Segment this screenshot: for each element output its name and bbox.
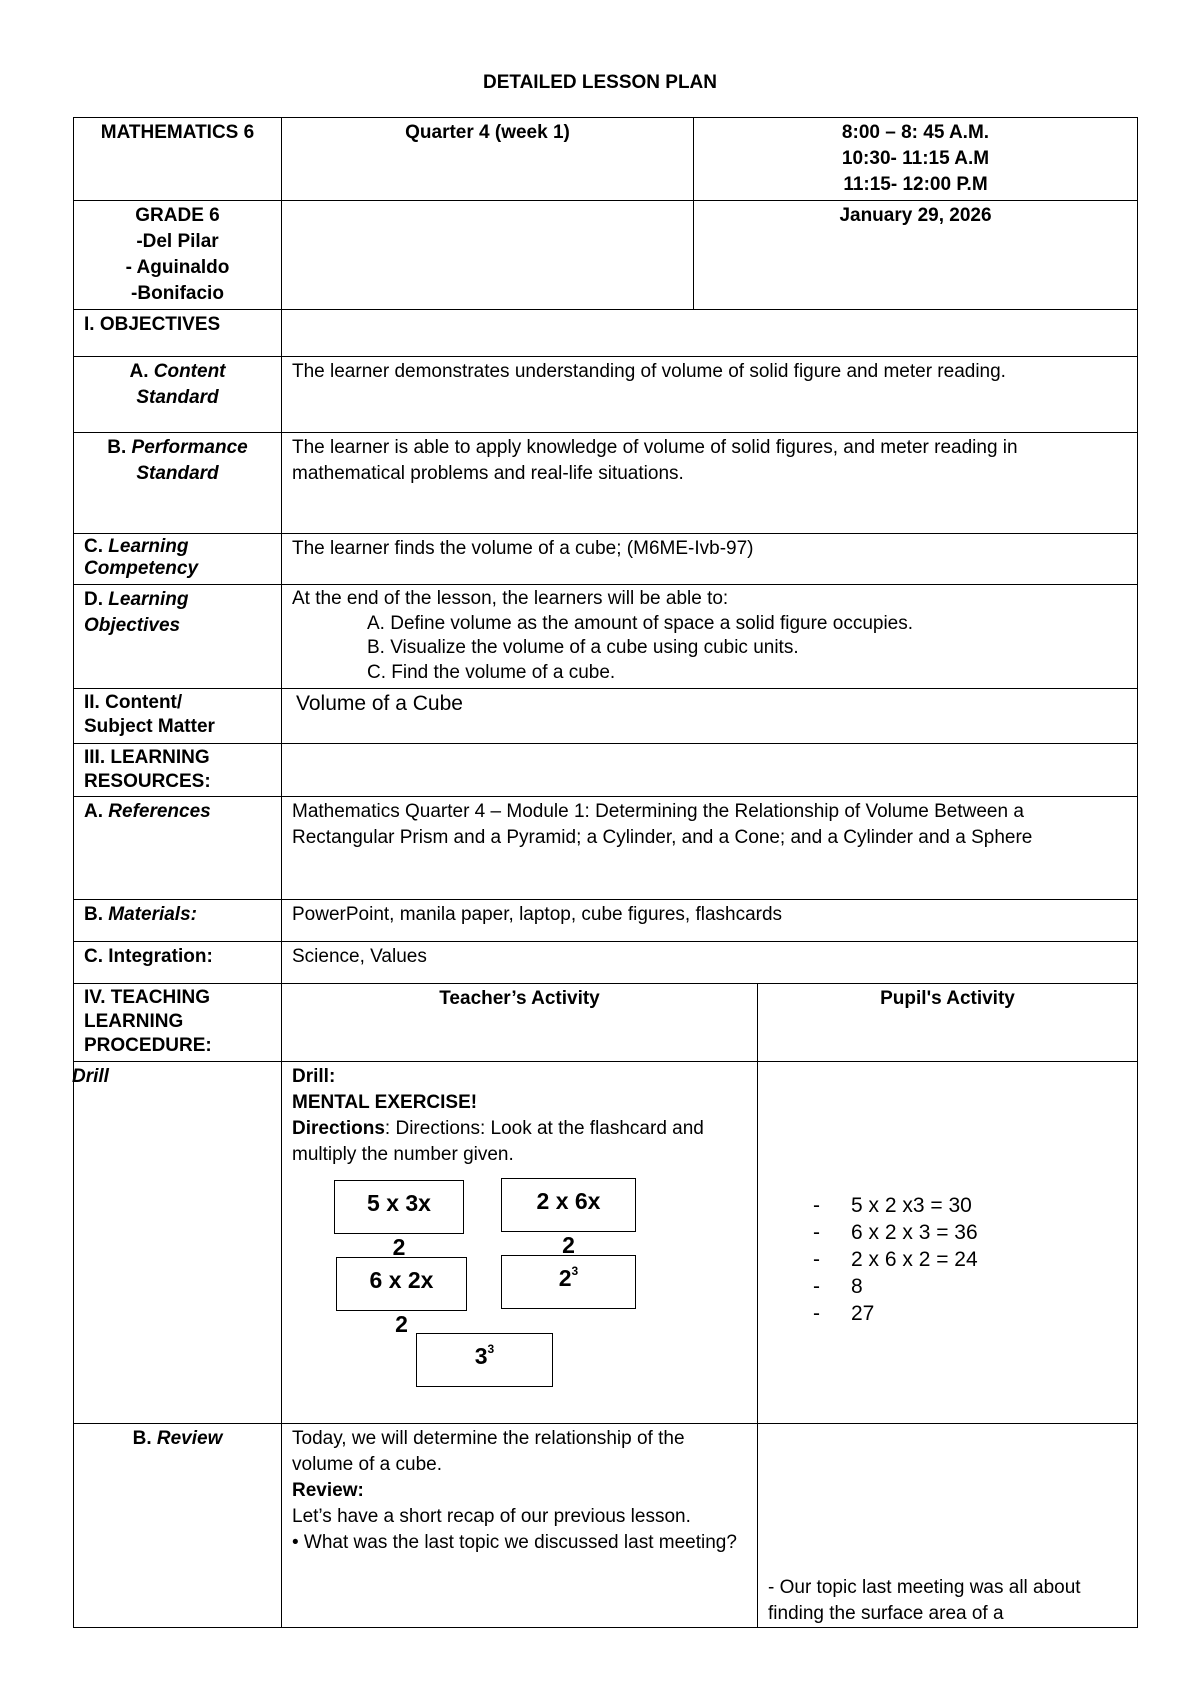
date-cell — [694, 201, 1138, 310]
drill-subtitle: MENTAL EXERCISE! — [292, 1092, 478, 1113]
review-pupil-cell — [758, 1424, 1138, 1628]
objective-item: A. Define volume as the amount of space a solid figure occupies. — [367, 612, 914, 634]
performance-standard-label: B. Performance Standard — [74, 433, 282, 534]
content-label: II. Content/ Subject Matter — [74, 689, 282, 744]
learning-objectives-text — [282, 585, 1138, 689]
integration-text: Science, Values — [282, 942, 1138, 984]
content-standard-label: A. Content Standard — [74, 357, 282, 433]
objective-item: B. Visualize the volume of a cube using cubic units. — [367, 637, 799, 658]
quarter-cell — [282, 118, 694, 201]
flashcard: $3^3$ — [416, 1333, 553, 1387]
review-question: • What was the last topic we discussed last meeting? — [292, 1532, 737, 1553]
date: January 29, 2026 — [839, 205, 992, 226]
references-text: Mathematics Quarter 4 – Module 1: Determining the Relationship of Volume Between a Rectangular Prism and a Pyramid; a Cylinder, and a Cone; and a Cylinder and a Sphere — [282, 797, 1138, 900]
review-subheading: Review: — [292, 1480, 364, 1501]
document-title: DETAILED LESSON PLAN — [483, 72, 717, 93]
drill-teacher-cell — [282, 1062, 758, 1424]
flashcard: $2^3$ — [501, 1255, 636, 1309]
time-slot: 11:15- 12:00 P.M — [843, 174, 988, 195]
section: - Aguinaldo — [125, 257, 230, 278]
review-answer: - Our topic last meeting was all about finding the surface area of a — [768, 1577, 1081, 1624]
objectives-intro: At the end of the lesson, the learners will be able to: — [292, 588, 729, 609]
lesson-plan-table — [73, 117, 1138, 1628]
drill-pupil-cell — [758, 1062, 1138, 1424]
drill-answers — [768, 1192, 1127, 1327]
drill-directions: Directions: Directions: Look at the flashcard and multiply the number given. — [292, 1118, 704, 1165]
flashcard: 6 x 2x 2 — [336, 1257, 467, 1311]
quarter: Quarter 4 (week 1) — [405, 122, 570, 143]
pupil-activity-heading: Pupil's Activity — [758, 984, 1138, 1062]
materials-text: PowerPoint, manila paper, laptop, cube figures, flashcards — [282, 900, 1138, 942]
subject: MATHEMATICS 6 — [100, 122, 255, 143]
resources-heading: III. LEARNING RESOURCES: — [74, 744, 282, 797]
references-label: A. References — [74, 797, 282, 900]
drill-answer: - 6 x 2 x 3 = 36 — [813, 1219, 1127, 1246]
blank-cell — [282, 201, 694, 310]
learning-competency-label: C. Learning Competency — [74, 534, 282, 585]
review-intro: Today, we will determine the relationship of the volume of a cube. — [292, 1428, 685, 1475]
time-cell — [694, 118, 1138, 201]
review-teacher-cell — [282, 1424, 758, 1628]
performance-standard-text: The learner is able to apply knowledge of volume of solid figures, and meter reading in mathematical problems and real-life situations. — [282, 433, 1138, 534]
drill-answer: - 8 — [813, 1273, 1127, 1300]
time-slot: 8:00 – 8: 45 A.M. — [841, 122, 990, 143]
drill-label: Drill — [72, 1066, 109, 1087]
review-recap: Let’s have a short recap of our previous lesson. — [292, 1506, 691, 1527]
drill-title: Drill: — [292, 1066, 336, 1087]
grade: GRADE 6 — [135, 205, 220, 226]
review-label: B. Review — [74, 1424, 282, 1628]
time-slot: 10:30- 11:15 A.M — [841, 148, 990, 169]
section: -Del Pilar — [136, 231, 219, 252]
objective-item: C. Find the volume of a cube. — [367, 661, 616, 683]
teacher-activity-heading: Teacher’s Activity — [282, 984, 758, 1062]
drill-answer: - 27 — [813, 1300, 1127, 1327]
integration-label: C. Integration: — [74, 942, 282, 984]
learning-objectives-label: D. Learning Objectives — [74, 585, 282, 689]
flashcard: 2 x 6x 2 — [501, 1178, 636, 1232]
drill-label-cell — [74, 1062, 282, 1424]
objectives-heading: I. OBJECTIVES — [74, 310, 282, 357]
learning-competency-text: The learner finds the volume of a cube; (M6ME-Ivb-97) — [282, 534, 1138, 585]
grade-cell — [74, 201, 282, 310]
procedure-heading: IV. TEACHING LEARNING PROCEDURE: — [74, 984, 282, 1062]
section: -Bonifacio — [131, 283, 224, 304]
content-text: Volume of a Cube — [282, 689, 1138, 744]
content-standard-text: The learner demonstrates understanding of volume of solid figure and meter reading. — [282, 357, 1138, 433]
drill-answer: - 5 x 2 x3 = 30 — [813, 1192, 1127, 1219]
drill-answer: - 2 x 6 x 2 = 24 — [813, 1246, 1127, 1273]
materials-label: B. Materials: — [74, 900, 282, 942]
flashcards — [292, 1168, 747, 1403]
subject-cell — [74, 118, 282, 201]
flashcard: 5 x 3x 2 — [334, 1180, 464, 1234]
